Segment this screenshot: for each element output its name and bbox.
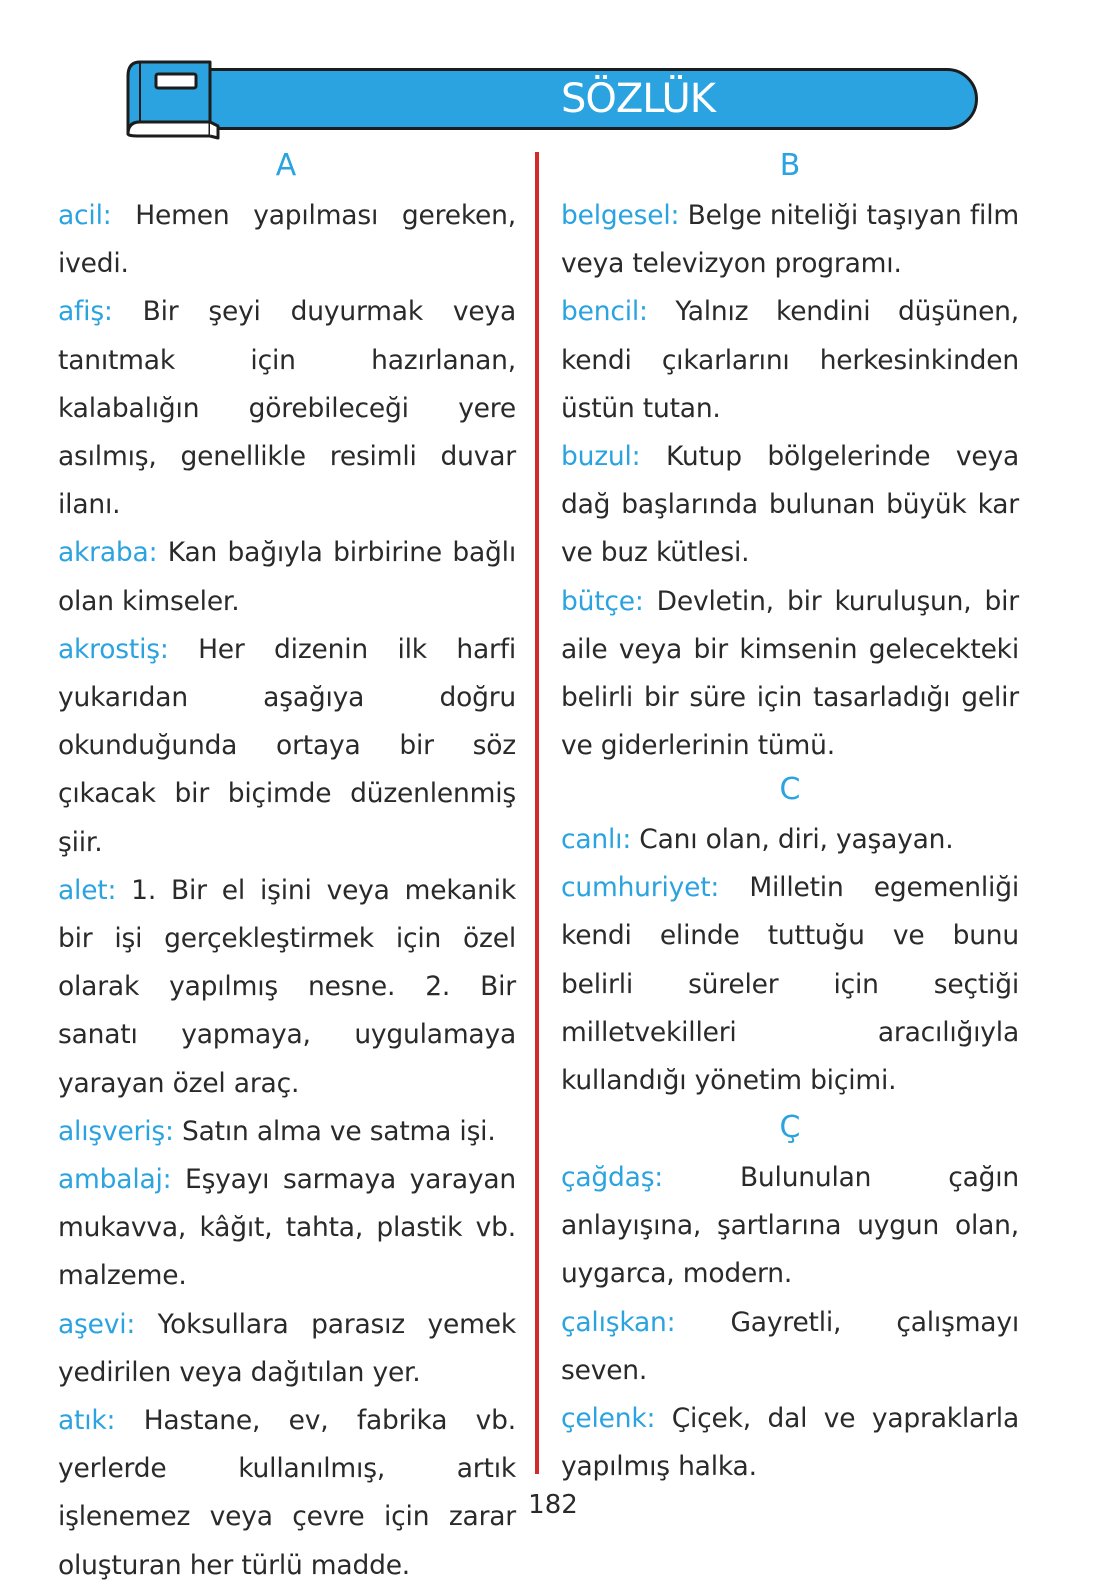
section-a <box>58 192 516 1590</box>
entry-definition: Çiçek, dal ve yapraklarla yapılmış halka. <box>561 1403 1019 1483</box>
entry-definition: 1. Bir el işini veya mekanik bir işi gerçekleştirmek için özel olarak yapılmış nesne. 2. Bir sanatı yapmaya, uygulamaya yarayan özel araç. <box>58 874 516 1099</box>
entry-definition: Bir şeyi duyurmak veya tanıtmak için hazırlanan, kalabalığın görebileceği yere asılmış, genellikle resimli duvar ilanı. <box>58 296 517 521</box>
entry-definition: Canı olan, diri, yaşayan. <box>639 824 954 855</box>
entry-definition: Hemen yapılması gereken, ivedi. <box>58 200 516 280</box>
entry-term: çalışkan: <box>561 1306 676 1338</box>
entry-term: atık: <box>58 1405 116 1437</box>
dictionary-entry <box>561 288 1019 433</box>
dictionary-entry <box>561 433 1019 578</box>
entry-definition: Satın alma ve satma işi. <box>181 1115 496 1147</box>
dictionary-entry <box>58 867 516 1108</box>
dictionary-entry <box>58 529 516 625</box>
column-divider <box>535 152 539 1474</box>
entry-term: acil: <box>58 200 112 231</box>
entry-term: cumhuriyet: <box>561 872 720 904</box>
section-b <box>561 192 1019 770</box>
dictionary-entry <box>58 288 516 529</box>
dictionary-entry <box>58 1156 516 1301</box>
entry-term: alet: <box>58 874 117 906</box>
entry-term: ambalaj: <box>58 1164 172 1196</box>
dictionary-entry <box>561 1395 1019 1491</box>
entry-term: akraba: <box>58 537 158 569</box>
entry-definition: Her dizenin ilk harfi yukarıdan aşağıya doğru okunduğunda ortaya bir söz çıkacak bir biçimde düzenlenmiş şiir. <box>58 633 516 858</box>
entry-term: bencil: <box>561 296 648 328</box>
entry-definition: Milletin egemenliği kendi elinde tuttuğu ve bunu belirli süreler için seçtiği milletvekilleri aracılığıyla kullandığı yönetim biçimi. <box>561 872 1019 1097</box>
entry-term: akrostiş: <box>58 633 169 665</box>
book-icon <box>118 56 228 144</box>
entry-definition: Yalnız kendini düşünen, kendi çıkarlarını herkesinkinden üstün tutan. <box>561 296 1019 424</box>
entry-definition: Kutup bölgelerinde veya dağ başlarında bulunan büyük kar ve buz kütlesi. <box>561 441 1019 569</box>
dictionary-entry <box>58 192 516 288</box>
entry-term: alışveriş: <box>58 1115 174 1147</box>
dictionary-entry <box>561 1299 1019 1395</box>
dictionary-entry <box>561 864 1019 1105</box>
section-letter-a: A <box>275 148 297 183</box>
dictionary-entry <box>58 626 516 867</box>
entry-term: afiş: <box>58 296 113 328</box>
entry-term: aşevi: <box>58 1308 136 1340</box>
entry-definition: Bulunulan çağın anlayışına, şartlarına uygun olan, uygarca, modern. <box>561 1162 1019 1290</box>
section-c <box>561 816 1019 1105</box>
entry-term: buzul: <box>561 441 641 473</box>
dictionary-entry <box>58 1301 516 1397</box>
entry-term: canlı: <box>561 824 632 855</box>
entry-definition: Devletin, bir kuruluşun, bir aile veya bir kimsenin gelecekteki belirli bir süre için tasarladığı gelir ve giderlerinin tümü. <box>561 585 1019 762</box>
dictionary-entry <box>561 192 1019 288</box>
entry-term: belgesel: <box>561 200 680 231</box>
entry-term: çelenk: <box>561 1403 656 1435</box>
dictionary-entry <box>58 1397 516 1590</box>
page-number: 182 <box>528 1490 578 1520</box>
page-title: SÖZLÜK <box>560 76 716 122</box>
dictionary-entry <box>561 1154 1019 1299</box>
entry-definition: Belge niteliği taşıyan film veya televizyon programı. <box>561 200 1019 280</box>
dictionary-entry <box>561 816 1019 864</box>
entry-definition: Eşyayı sarmaya yarayan mukavva, kâğıt, tahta, plastik vb. malzeme. <box>58 1164 516 1292</box>
dictionary-entry <box>58 1108 516 1156</box>
entry-definition: Hastane, ev, fabrika vb. yerlerde kullanılmış, artık işlenemez veya çevre için zarar oluşturan her türlü madde. <box>58 1405 516 1581</box>
entry-definition: Yoksullara parasız yemek yedirilen veya dağıtılan yer. <box>58 1308 516 1388</box>
section-cc <box>561 1154 1019 1491</box>
section-letter-b: B <box>779 148 801 183</box>
entry-term: çağdaş: <box>561 1162 664 1193</box>
section-letter-c: C <box>779 772 801 807</box>
entry-definition: Gayretli, çalışmayı seven. <box>561 1306 1019 1386</box>
dictionary-entry <box>561 578 1019 771</box>
entry-definition: Kan bağıyla birbirine bağlı olan kimseler. <box>58 537 516 617</box>
entry-term: bütçe: <box>561 585 644 617</box>
section-letter-cc: Ç <box>779 1110 801 1145</box>
title-banner <box>158 68 978 130</box>
